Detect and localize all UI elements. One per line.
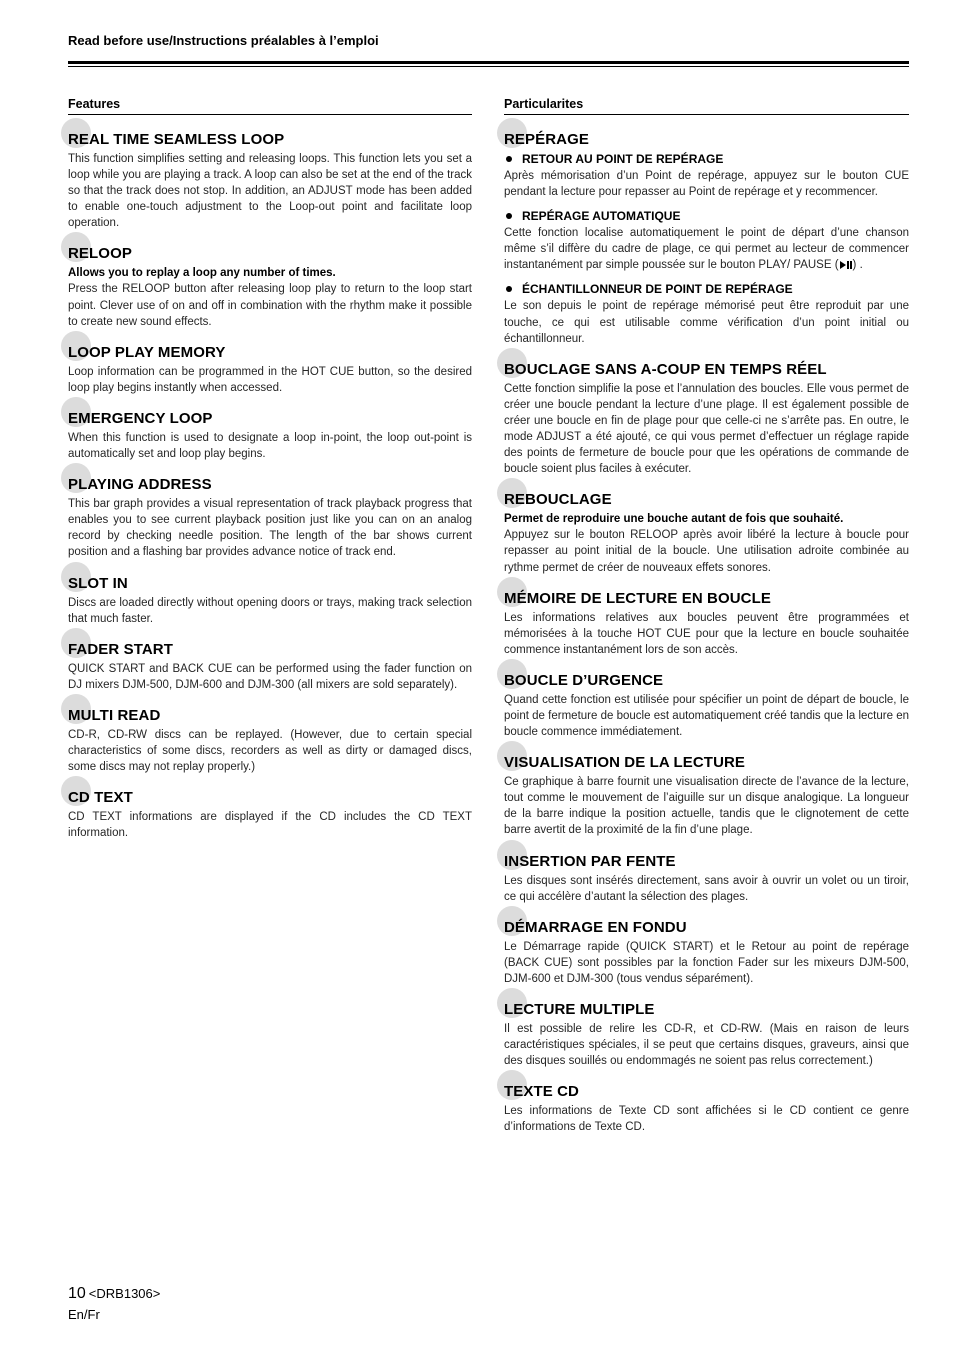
features-column bbox=[68, 97, 472, 855]
bullet-dot-icon bbox=[506, 286, 512, 292]
subsection-body: Après mémorisation d’un Point de repérage, appuyez sur le bouton CUE pendant la lecture pour repasser au Point de repérage et y recommencer. bbox=[504, 170, 909, 199]
header-rule-thin bbox=[68, 66, 909, 67]
section-body: Press the RELOOP button after releasing loop play to return to the loop start point. Clever use of on and off in combination with the rhythm make it possible to create new sound effects. bbox=[68, 283, 472, 328]
section-title: TEXTE CD bbox=[504, 1083, 909, 1101]
section-body: Appuyez sur le bouton RELOOP après avoir libéré la lecture à boucle pour repasser au point initial de la boucle. Une utilisation adroite combinée au rythme permet de créer de nouveaux effets sonores. bbox=[504, 529, 909, 574]
section-body: Les informations relatives aux boucles peuvent être programmées et mémorisées à la touche HOT CUE pour que la lecture en boucle souhaitée commence instantanément lors de son accès. bbox=[504, 611, 909, 656]
section-lead: Allows you to replay a loop any number of times. bbox=[68, 267, 336, 280]
bullet-dot-icon bbox=[506, 156, 512, 162]
section-title: LECTURE MULTIPLE bbox=[504, 1001, 909, 1019]
section-title: REPÉRAGE bbox=[504, 131, 909, 149]
page-header-title: Read before use/Instructions préalables à l’emploi bbox=[68, 33, 379, 48]
column-heading-particularites: Particularites bbox=[504, 97, 909, 115]
particularite-section bbox=[504, 853, 909, 905]
reperage-section bbox=[504, 131, 909, 347]
section-title: BOUCLE D’URGENCE bbox=[504, 672, 909, 690]
particularite-section bbox=[504, 491, 909, 575]
section-title: EMERGENCY LOOP bbox=[68, 410, 472, 428]
section-title: VISUALISATION DE LA LECTURE bbox=[504, 754, 909, 772]
section-title: MULTI READ bbox=[68, 707, 472, 725]
column-heading-features: Features bbox=[68, 97, 472, 115]
section-body: Il est possible de relire les CD-R, et CD-RW. (Mais en raison de leurs caractéristiques spéciales, il se peut que certains disques, graveurs, ainsi que des disques souillés ou endommagés ne soient pas relus correctement.) bbox=[504, 1023, 909, 1068]
page-number: 10 <DRB1306> bbox=[68, 1285, 161, 1302]
section-body: Ce graphique à barre fournit une visualisation directe de l’avance de la lecture, tout comme le mouvement de l’aiguille sur un disque analogique. La longueur de la barre indique la position actuelle, tandis que le clignotement de cette barre avertit de la proximité de la fin d’une plage. bbox=[504, 776, 909, 837]
section-body: Les informations de Texte CD sont affichées si le CD contient ce genre d’informations de Texte CD. bbox=[504, 1105, 909, 1134]
subsection-title: ÉCHANTILLONNEUR DE POINT DE REPÉRAGE bbox=[504, 281, 909, 297]
section-title: BOUCLAGE SANS A-COUP EN TEMPS RÉEL bbox=[504, 361, 909, 379]
section-title: RELOOP bbox=[68, 245, 472, 263]
language-code: En/Fr bbox=[68, 1307, 100, 1322]
particularite-section bbox=[504, 754, 909, 838]
section-title: REBOUCLAGE bbox=[504, 491, 909, 509]
subsection bbox=[504, 151, 909, 200]
subsection-title: REPÉRAGE AUTOMATIQUE bbox=[504, 208, 909, 224]
feature-section bbox=[68, 575, 472, 627]
feature-section bbox=[68, 707, 472, 775]
subsection-title: RETOUR AU POINT DE REPÉRAGE bbox=[504, 151, 909, 167]
subsection bbox=[504, 208, 909, 273]
subsection bbox=[504, 281, 909, 346]
feature-section bbox=[68, 245, 472, 329]
section-title: MÉMOIRE DE LECTURE EN BOUCLE bbox=[504, 590, 909, 608]
doc-code: <DRB1306> bbox=[88, 1286, 161, 1301]
header-rule bbox=[68, 61, 909, 64]
bullet-dot-icon bbox=[506, 213, 512, 219]
play-pause-icon bbox=[840, 261, 852, 269]
section-body: Loop information can be programmed in the HOT CUE button, so the desired loop play begins instantly when accessed. bbox=[68, 365, 472, 394]
section-body: When this function is used to designate a loop in-point, the loop out-point is automatically set and loop play begins. bbox=[68, 431, 472, 461]
section-title: FADER START bbox=[68, 641, 472, 659]
section-body: This bar graph provides a visual representation of track playback progress that enables you to see current playback position just like you can on an analog record by checking needle position. The length of the bar shows current position and a flashing bar provides advance notice of track end. bbox=[68, 498, 472, 559]
section-title: DÉMARRAGE EN FONDU bbox=[504, 919, 909, 937]
feature-section bbox=[68, 344, 472, 396]
section-title: REAL TIME SEAMLESS LOOP bbox=[68, 131, 472, 149]
feature-section bbox=[68, 641, 472, 693]
section-body: Quand cette fonction est utilisée pour spécifier un point de départ de boucle, le point de fermeture de boucle est automatiquement créé tandis que la lecture en boucle commence immédiatement. bbox=[504, 693, 909, 739]
subsection-body: Le son depuis le point de repérage mémorisé peut être reproduit par une touche, ce qui est utilisable comme vérification d’un point initial ou échantillonneur. bbox=[504, 300, 909, 345]
feature-section bbox=[68, 476, 472, 560]
subsection-body: Cette fonction localise automatiquement le point de départ d’une chanson même s’il diffère du cadre de plage, ce qui permet au lecteur de commencer instantanément par simple poussée sur le bouton PLAY/ PAUSE ( ) . bbox=[504, 227, 909, 272]
section-body: This function simplifies setting and releasing loops. This function lets you set a loop while you are playing a track. A loop can also be set at the end of the track so that the track does not stop. In addition, an ADJUST mode has been added to enable one-touch adjustment to the Loop-out point and facilitate loop operation. bbox=[68, 153, 472, 230]
section-title: INSERTION PAR FENTE bbox=[504, 853, 909, 871]
section-body: QUICK START and BACK CUE can be performed using the fader function on DJ mixers DJM-500, DJM-600 and DJM-300 (all mixers are sold separately). bbox=[68, 662, 472, 691]
particularite-section bbox=[504, 919, 909, 987]
section-body: Discs are loaded directly without opening doors or trays, making track selection that much faster. bbox=[68, 596, 472, 625]
section-body: Le Démarrage rapide (QUICK START) et le Retour au point de repérage (BACK CUE) sont possibles par la fonction Fader sur les mixeurs DJM-500, DJM-600 et DJM-300 (tous vendus séparément). bbox=[504, 940, 909, 985]
particularite-section bbox=[504, 361, 909, 478]
particularite-section bbox=[504, 590, 909, 658]
section-title: SLOT IN bbox=[68, 575, 472, 593]
section-body: Cette fonction simplifie la pose et l’annulation des boucles. Elle vous permet de créer une boucle pendant la lecture d’une plage. Il est également possible de créer une boucle en fin de plage pour que celle-ci ne s’arrête pas. En outre, le mode ADJUST a été ajouté, ce qui vous permet d’effectuer un réglage rapide des points de fermeture de boucle pour que les opérations de commande de boucle soient plus faciles à exécuter. bbox=[504, 382, 909, 476]
section-body: CD TEXT informations are displayed if the CD includes the CD TEXT information. bbox=[68, 811, 472, 840]
particularite-section bbox=[504, 672, 909, 740]
section-title: LOOP PLAY MEMORY bbox=[68, 344, 472, 362]
section-body: CD-R, CD-RW discs can be replayed. (However, due to certain special characteristics of some discs, recorders as well as dirty or damaged discs, some discs may not replay properly.) bbox=[68, 728, 472, 774]
particularites-column bbox=[504, 97, 909, 1149]
particularite-section bbox=[504, 1001, 909, 1069]
feature-section bbox=[68, 789, 472, 841]
feature-section bbox=[68, 410, 472, 462]
section-body: Les disques sont insérés directement, sans avoir à ouvrir un volet ou un tiroir, ce qui accélère d’autant la sélection des plages. bbox=[504, 874, 909, 903]
section-title: PLAYING ADDRESS bbox=[68, 476, 472, 494]
feature-section bbox=[68, 131, 472, 231]
particularite-section bbox=[504, 1083, 909, 1135]
section-lead: Permet de reproduire une bouche autant de fois que souhaité. bbox=[504, 513, 844, 526]
section-title: CD TEXT bbox=[68, 789, 472, 807]
